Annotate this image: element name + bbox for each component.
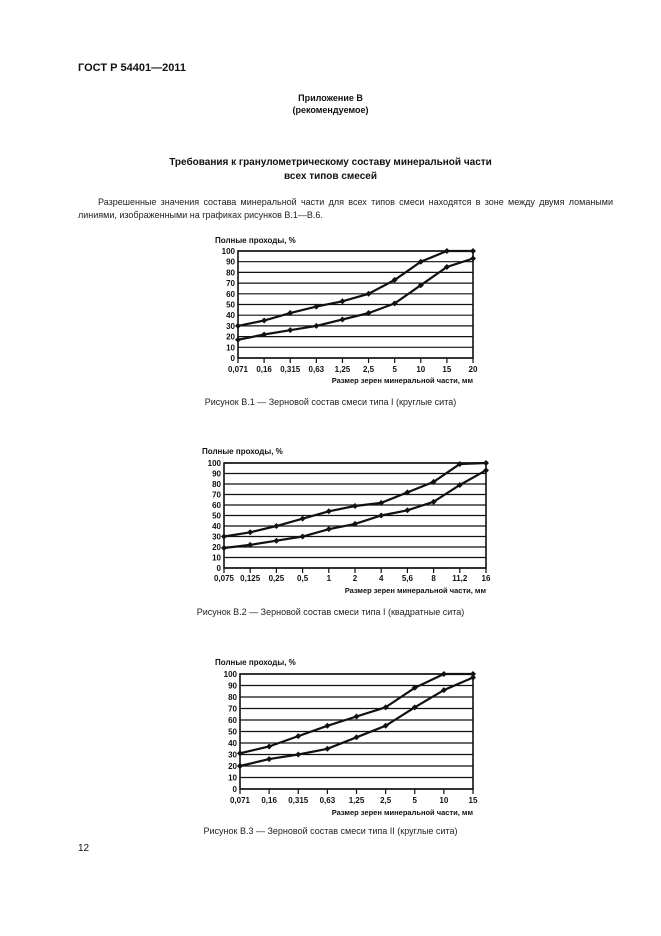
- data-point: [266, 743, 272, 749]
- x-tick-label: 0,5: [297, 574, 309, 583]
- annex-subtitle: (рекомендуемое): [292, 105, 369, 115]
- y-tick-label: 40: [228, 739, 237, 748]
- data-point: [324, 723, 330, 729]
- y-tick-label: 50: [226, 300, 235, 310]
- x-tick-label: 0,071: [227, 365, 249, 374]
- data-point: [378, 513, 384, 519]
- y-tick-label: 100: [223, 670, 237, 679]
- page-number: 12: [78, 843, 90, 854]
- data-point: [339, 316, 345, 322]
- data-point: [273, 538, 279, 544]
- y-tick-label: 70: [228, 704, 237, 714]
- annex-title-line: Приложение В: [298, 93, 363, 103]
- data-point: [235, 323, 241, 329]
- data-point: [354, 734, 360, 740]
- x-tick-label: 0,25: [268, 574, 285, 583]
- y-tick-label: 70: [212, 490, 221, 500]
- y-tick-label: 90: [226, 257, 235, 267]
- x-tick-label: 11,2: [452, 574, 468, 583]
- y-tick-label: 40: [212, 522, 221, 531]
- y-tick-label: 80: [212, 480, 221, 489]
- y-tick-label: 0: [216, 564, 221, 573]
- y-tick-label: 30: [226, 321, 235, 331]
- data-point: [339, 298, 345, 304]
- x-tick-label: 0,63: [319, 796, 336, 805]
- data-point: [444, 248, 450, 254]
- data-point: [247, 529, 253, 535]
- x-tick-label: 1,25: [334, 365, 351, 374]
- data-point: [237, 750, 243, 756]
- caption-figure-b2: Рисунок В.2 — Зерновой состав смеси типа I (квадратные сита): [196, 607, 465, 617]
- x-tick-label: 5: [392, 365, 397, 374]
- x-tick-label: 0,16: [261, 796, 277, 805]
- y-tick-label: 30: [228, 750, 237, 760]
- data-point: [470, 248, 476, 254]
- x-tick-label: 0,63: [308, 365, 325, 374]
- section-title-line1: Требования к гранулометрическому составу минеральной части: [169, 157, 492, 168]
- data-point: [295, 733, 301, 739]
- chart-figure-b2: [190, 444, 500, 600]
- section-title: [0, 156, 661, 184]
- y-axis-label: Полные проходы, %: [215, 236, 296, 245]
- y-tick-label: 100: [207, 459, 221, 468]
- data-point: [273, 523, 279, 529]
- x-axis-label: Размер зерен минеральной части, мм: [331, 376, 473, 385]
- y-tick-label: 60: [228, 716, 237, 725]
- x-tick-label: 0,315: [280, 365, 301, 374]
- x-tick-label: 16: [481, 574, 491, 583]
- data-point: [295, 752, 301, 758]
- x-tick-label: 2: [352, 574, 358, 583]
- x-tick-label: 5,6: [401, 574, 413, 583]
- x-tick-label: 5: [412, 796, 417, 805]
- data-point: [221, 545, 227, 551]
- x-tick-label: 15: [468, 796, 478, 805]
- y-tick-label: 60: [226, 289, 235, 299]
- data-point: [237, 763, 243, 769]
- x-tick-label: 0,075: [213, 574, 235, 583]
- x-tick-label: 0,125: [240, 574, 261, 583]
- y-tick-label: 30: [212, 532, 221, 542]
- x-tick-label: 4: [378, 574, 384, 583]
- y-tick-label: 20: [228, 762, 237, 771]
- y-tick-label: 20: [212, 543, 221, 552]
- data-point: [354, 714, 360, 720]
- x-tick-label: 20: [468, 365, 478, 374]
- y-tick-label: 80: [228, 693, 237, 702]
- y-tick-label: 10: [212, 553, 221, 563]
- series-line-lower: [240, 678, 473, 767]
- x-tick-label: 0,315: [288, 796, 309, 805]
- x-axis-label: Размер зерен минеральной части, мм: [344, 586, 486, 595]
- y-axis-label: Полные проходы, %: [215, 658, 296, 667]
- y-tick-label: 10: [226, 343, 235, 353]
- data-point: [300, 516, 306, 522]
- y-tick-label: 40: [226, 311, 235, 321]
- data-point: [483, 460, 489, 466]
- x-tick-label: 2,5: [362, 365, 375, 374]
- section-title-line2: всех типов смесей: [283, 171, 377, 182]
- data-point: [287, 327, 293, 333]
- y-tick-label: 50: [212, 511, 221, 521]
- intro-paragraph: Разрешенные значения состава минеральной части для всех типов смеси находятся в зоне между двумя ломаными линиями, изображенными на графиках рисунков В.1—В.6.: [78, 197, 613, 220]
- x-tick-label: 0,071: [229, 796, 251, 805]
- data-point: [235, 337, 241, 343]
- x-axis-label: Размер зерен минеральной части, мм: [331, 808, 473, 817]
- data-point: [221, 534, 227, 540]
- y-tick-label: 20: [226, 332, 235, 342]
- y-tick-label: 0: [230, 354, 235, 363]
- data-point: [300, 534, 306, 540]
- x-tick-label: 10: [439, 796, 449, 805]
- x-tick-label: 2,5: [380, 796, 392, 805]
- x-tick-label: 8: [431, 574, 436, 583]
- y-tick-label: 90: [228, 681, 237, 691]
- data-point: [324, 746, 330, 752]
- x-tick-label: 0,16: [256, 365, 272, 374]
- y-axis-label: Полные проходы, %: [202, 447, 283, 456]
- annex-title: [0, 92, 661, 116]
- chart-figure-b3: [200, 655, 500, 820]
- y-tick-label: 80: [226, 268, 235, 278]
- document-id: ГОСТ Р 54401—2011: [78, 62, 186, 74]
- y-tick-label: 100: [221, 247, 235, 256]
- chart-figure-b1: [200, 232, 500, 390]
- caption-figure-b1: Рисунок В.1 — Зерновой состав смеси типа I (круглые сита): [204, 397, 457, 407]
- caption-figure-b3: Рисунок В.3 — Зерновой состав смеси типа II (круглые сита): [203, 826, 458, 836]
- y-tick-label: 10: [228, 773, 237, 783]
- data-point: [470, 255, 476, 261]
- y-tick-label: 50: [228, 727, 237, 737]
- y-tick-label: 0: [232, 785, 237, 794]
- data-point: [352, 503, 358, 509]
- data-point: [261, 318, 267, 324]
- x-tick-label: 1: [326, 574, 332, 583]
- data-point: [404, 507, 410, 513]
- x-tick-label: 15: [442, 365, 452, 374]
- y-tick-label: 70: [226, 279, 235, 289]
- x-tick-label: 10: [416, 365, 426, 374]
- data-point: [266, 756, 272, 762]
- y-tick-label: 90: [212, 469, 221, 479]
- data-point: [326, 508, 332, 514]
- x-tick-label: 1,25: [348, 796, 365, 805]
- data-point: [313, 323, 319, 329]
- y-tick-label: 60: [212, 501, 221, 510]
- data-point: [326, 526, 332, 532]
- series-line-lower: [238, 259, 473, 340]
